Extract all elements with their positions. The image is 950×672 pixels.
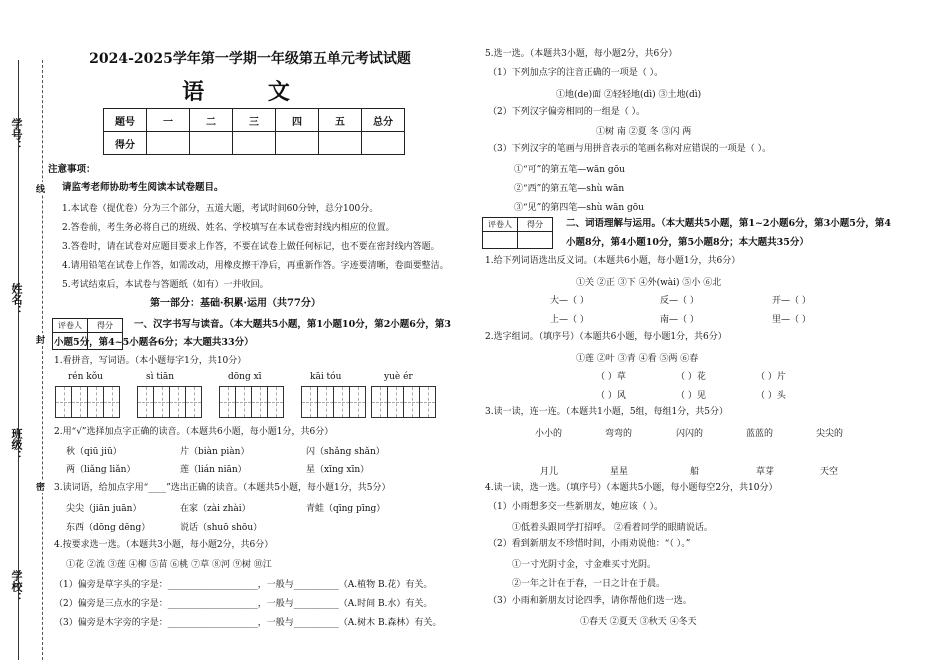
grader-label: 评卷人 bbox=[53, 319, 88, 333]
q2-option[interactable]: 两（liǎng liǎn） bbox=[66, 465, 136, 475]
note-item: 3.答卷时，请在试卷对应题目要求上作答，不要在试卷上做任何标记，也不要在密封线内答题。 bbox=[62, 242, 440, 252]
r4-prompt: 4.读一读，选一选。（填序号）（本题共5小题，每小题每空2分，共10分） bbox=[485, 483, 778, 493]
pinyin-label: rén kǒu bbox=[68, 372, 103, 382]
r4-1: （1）小雨想多交一些新朋友，她应该（ ）。 bbox=[488, 502, 664, 512]
score-header-cell: 三 bbox=[233, 109, 276, 132]
writing-grid[interactable] bbox=[220, 386, 284, 418]
seal-char-secret: 密 bbox=[36, 480, 45, 493]
q4-item[interactable]: （1）偏旁是草字头的字是：____________________，一般与__________（A.植物 B.花）有关。 bbox=[54, 580, 433, 590]
match-word-top[interactable]: 尖尖的 bbox=[816, 429, 844, 439]
grader-label: 评卷人 bbox=[483, 218, 518, 232]
q3-option[interactable]: 尖尖（jiān juān） bbox=[66, 504, 142, 514]
name-label: 姓名： bbox=[10, 283, 23, 316]
score-cell[interactable] bbox=[276, 132, 319, 155]
word-blank[interactable]: （ ）头 bbox=[756, 391, 786, 401]
r4-3: （3）小雨和新朋友讨论四季，请你帮他们选一选。 bbox=[488, 596, 692, 606]
pinyin-label: dōng xī bbox=[228, 372, 262, 382]
score-cell[interactable] bbox=[147, 132, 190, 155]
r1-options: ①关 ②正 ③下 ④外(wài) ⑤小 ⑥北 bbox=[576, 278, 722, 288]
note-item: 4.请用铅笔在试卷上作答，如需改动，用橡皮擦干净后，再重新作答。字迹要清晰，卷面要整洁。 bbox=[62, 261, 449, 271]
q3-prompt: 3.读词语，给加点字用“____”选出正确的读音。（本题共5小题，每小题1分，共5分） bbox=[54, 483, 391, 493]
q5-3-option[interactable]: ②“西”的第五笔—shù wān bbox=[514, 184, 625, 194]
exam-title: 2024-2025学年第一学期一年级第五单元考试试题 bbox=[89, 51, 411, 67]
score-cell[interactable] bbox=[362, 132, 405, 155]
r2-prompt: 2.选字组词。（填序号）（本题共6小题，每小题1分，共6分） bbox=[485, 332, 727, 342]
subject-title: 语 文 bbox=[182, 79, 318, 105]
note-item: 2.答卷前，考生务必将自己的班级、姓名、学校填写在本试卷密封线内相应的位置。 bbox=[62, 223, 395, 233]
match-word-bottom[interactable]: 船 bbox=[690, 467, 700, 477]
antonym-blank[interactable]: 反—（ ） bbox=[660, 296, 699, 306]
writing-grid[interactable] bbox=[56, 386, 120, 418]
q2-prompt: 2.用“√”选择加点字正确的读音。（本题共6小题，每小题1分，共6分） bbox=[54, 427, 334, 437]
section2-title-cont: 小题8分，第4小题10分，第5小题8分；本大题共35分） bbox=[566, 237, 809, 248]
q5-2-options[interactable]: ①树 南 ②夏 冬 ③闪 两 bbox=[596, 127, 692, 137]
seal-char-seal: 封 bbox=[36, 333, 45, 346]
q1-prompt: 1.看拼音，写词语。（本小题每字1分，共10分） bbox=[54, 356, 247, 366]
q4-options: ①花 ②流 ③莲 ④柳 ⑤苗 ⑥桃 ⑦草 ⑧河 ⑨树 ⑩江 bbox=[66, 560, 272, 570]
section1-title-cont: 小题5分，第4~5小题各6分；本大题共33分） bbox=[54, 337, 254, 348]
q5-prompt: 5.选一选。（本题共3小题，每小题2分，共6分） bbox=[485, 49, 678, 59]
note-item: 5.考试结束后，本试卷与答题纸（如有）一并收回。 bbox=[62, 280, 269, 290]
q2-option[interactable]: 莲（lián niān） bbox=[180, 465, 247, 475]
score-header-cell: 五 bbox=[319, 109, 362, 132]
antonym-blank[interactable]: 开—（ ） bbox=[772, 296, 811, 306]
match-word-bottom[interactable]: 星星 bbox=[610, 467, 629, 477]
antonym-blank[interactable]: 大—（ ） bbox=[550, 296, 589, 306]
antonym-blank[interactable]: 里—（ ） bbox=[772, 315, 811, 325]
r4-2-option[interactable]: ①一寸光阴寸金，寸金难买寸光阴。 bbox=[512, 560, 657, 570]
match-word-top[interactable]: 闪闪的 bbox=[676, 429, 704, 439]
q5-3-option[interactable]: ③“见”的第四笔—shù wān gōu bbox=[514, 203, 644, 213]
match-word-top[interactable]: 蓝蓝的 bbox=[746, 429, 774, 439]
writing-grid[interactable] bbox=[302, 386, 366, 418]
score-cell[interactable] bbox=[190, 132, 233, 155]
score-cell[interactable] bbox=[319, 132, 362, 155]
q5-3: （3）下列汉字的笔画与用拼音表示的笔画名称对应错误的一项是（ ）。 bbox=[488, 144, 772, 154]
writing-grid[interactable] bbox=[138, 386, 202, 418]
word-blank[interactable]: （ ）花 bbox=[676, 372, 706, 382]
word-blank[interactable]: （ ）片 bbox=[756, 372, 786, 382]
q4-item[interactable]: （2）偏旁是三点水的字是：____________________，一般与__________（A.时间 B.水）有关。 bbox=[54, 599, 433, 609]
notes-title: 注意事项： bbox=[48, 164, 96, 175]
section2-title: 二、词语理解与运用。（本大题共5小题，第1~2小题6分，第3小题5分，第4 bbox=[566, 218, 891, 229]
grader-score-label: 得分 bbox=[518, 218, 553, 232]
pinyin-label: sì tiān bbox=[146, 372, 175, 382]
r3-prompt: 3.读一读，连一连。（本题共1小题，5组，每组1分，共5分） bbox=[485, 407, 728, 417]
word-blank[interactable]: （ ）见 bbox=[676, 391, 706, 401]
notes-intro: 请监考老师协助考生阅读本试卷题目。 bbox=[62, 182, 224, 193]
antonym-blank[interactable]: 南—（ ） bbox=[660, 315, 699, 325]
q3-option[interactable]: 东西（dōng dēng） bbox=[66, 523, 151, 533]
word-blank[interactable]: （ ）风 bbox=[596, 391, 626, 401]
r1-prompt: 1.给下列词语选出反义词。（本题共6小题，每小题1分，共6分） bbox=[485, 256, 741, 266]
word-blank[interactable]: （ ）草 bbox=[596, 372, 626, 382]
r4-1-options[interactable]: ①低着头跟同学打招呼。 ②看着同学的眼睛说话。 bbox=[512, 523, 713, 533]
score-header-cell: 二 bbox=[190, 109, 233, 132]
school-label: 学校： bbox=[10, 570, 23, 603]
grader-score-label: 得分 bbox=[88, 319, 123, 333]
q5-1-options[interactable]: ①地(de)面 ②轻轻地(dì) ③土地(dì) bbox=[556, 90, 702, 100]
score-header-cell: 四 bbox=[276, 109, 319, 132]
grader-score-cell[interactable] bbox=[518, 232, 553, 249]
grader-cell[interactable] bbox=[483, 232, 518, 249]
q3-option[interactable]: 青蛙（qīng pīng） bbox=[306, 504, 386, 514]
match-word-bottom[interactable]: 天空 bbox=[820, 467, 839, 477]
q3-option[interactable]: 在家（zài zhài） bbox=[180, 504, 251, 514]
match-word-bottom[interactable]: 草芽 bbox=[756, 467, 775, 477]
note-item: 1.本试卷（提优卷）分为三个部分，五道大题，考试时间60分钟，总分100分。 bbox=[62, 204, 379, 214]
q4-item[interactable]: （3）偏旁是木字旁的字是：____________________，一般与__________（A.树木 B.森林）有关。 bbox=[54, 618, 442, 628]
score-header-cell: 总分 bbox=[362, 109, 405, 132]
grader-box bbox=[482, 217, 553, 249]
q4-prompt: 4.按要求选一选。（本题共3小题，每小题2分，共6分） bbox=[54, 540, 274, 550]
match-word-top[interactable]: 小小的 bbox=[535, 429, 563, 439]
seal-char-line: 线 bbox=[36, 182, 45, 195]
writing-grid[interactable] bbox=[372, 386, 436, 418]
score-header-cell: 一 bbox=[147, 109, 190, 132]
seal-dashed-line bbox=[42, 60, 43, 660]
q3-option[interactable]: 说话（shuō shōu） bbox=[180, 523, 263, 533]
part1-title: 第一部分：基础·积累·运用（共77分） bbox=[150, 298, 321, 309]
q2-option[interactable]: 星（xīng xīn） bbox=[306, 465, 370, 475]
r4-2: （2）看到新朋友不珍惜时间，小雨劝说他：“（ ）。” bbox=[488, 539, 691, 549]
score-table bbox=[103, 108, 405, 155]
q5-3-option[interactable]: ①“可”的第五笔—wān gōu bbox=[514, 165, 625, 175]
q5-2: （2）下列汉字偏旁相同的一组是（ ）。 bbox=[488, 107, 646, 117]
q5-1: （1）下列加点字的注音正确的一项是（ ）。 bbox=[488, 68, 664, 78]
section1-title: 一、汉字书写与读音。（本大题共5小题，第1小题10分，第2小题6分，第3 bbox=[134, 319, 452, 330]
r2-options: ①莲 ②叶 ③青 ④看 ⑤两 ⑥春 bbox=[576, 354, 699, 364]
antonym-blank[interactable]: 上—（ ） bbox=[550, 315, 589, 325]
class-label: 班级： bbox=[10, 428, 23, 461]
match-word-top[interactable]: 弯弯的 bbox=[605, 429, 633, 439]
score-header-cell: 题号 bbox=[104, 109, 147, 132]
q2-option[interactable]: 片（biàn piàn） bbox=[180, 447, 250, 457]
score-label-cell: 得分 bbox=[104, 132, 147, 155]
q2-option[interactable]: 秋（qiū jiū） bbox=[66, 447, 122, 457]
student-id-label: 学号： bbox=[10, 118, 23, 151]
r4-2-option[interactable]: ②一年之计在于春，一日之计在于晨。 bbox=[512, 579, 666, 589]
match-word-bottom[interactable]: 月儿 bbox=[540, 467, 559, 477]
pinyin-label: kāi tóu bbox=[310, 372, 342, 382]
q2-option[interactable]: 闪（shǎng shǎn） bbox=[306, 447, 385, 457]
pinyin-label: yuè ér bbox=[384, 372, 413, 382]
r4-3-options[interactable]: ①春天 ②夏天 ③秋天 ④冬天 bbox=[580, 617, 697, 627]
score-cell[interactable] bbox=[233, 132, 276, 155]
